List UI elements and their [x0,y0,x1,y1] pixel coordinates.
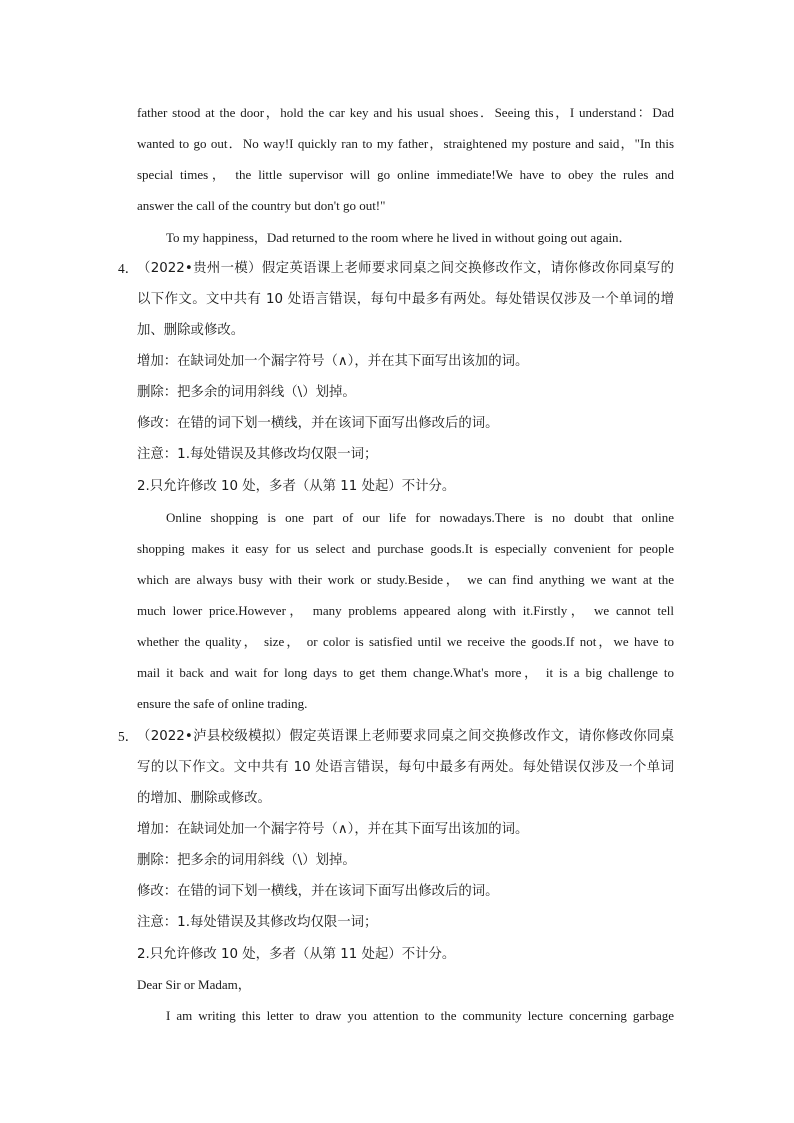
rule-note-2: 2.只允许修改 10 处，多者（从第 11 处起）不计分。 [137,479,456,494]
question-stem-line: （2022•贵州一模）假定英语课上老师要求同桌之间交换修改作文，请你修改你同桌写的 [137,261,674,276]
question-stem-line: 写的以下作文。文中共有 10 处语言错误，每句中最多有两处。每处错误仅涉及一个单词 [137,760,674,775]
question-stem-line: （2022•泸县校级模拟）假定英语课上老师要求同桌之间交换修改作文，请你修改你同桌 [137,729,674,744]
passage-a-line: answer the call of the country but don't go out!" [137,198,386,213]
passage-last-line: ensure the safe of online trading. [137,696,308,711]
rule-modify: 修改：在错的词下划一横线，并在该词下面写出修改后的词。 [137,416,499,431]
passage-a-line: wanted to go out．No way!I quickly ran to my father，straightened my posture and said，"In this [137,136,674,151]
question-number: 5． [118,729,139,744]
question-number: 4． [118,261,139,276]
passage-line: I am writing this letter to draw you attention to the community lecture concerning garbage [166,1008,674,1023]
passage-line: whether the quality， size， or color is satisfied until we receive the goods.If not，we have to [137,634,674,649]
passage-line: Online shopping is one part of our life for nowadays.There is no doubt that online [166,510,674,525]
rule-note-1: 注意：1.每处错误及其修改均仅限一词； [137,915,378,930]
rule-add: 增加：在缺词处加一个漏字符号（∧），并在其下面写出该加的词。 [137,354,529,369]
rule-delete: 删除：把多余的词用斜线（\）划掉。 [137,853,356,868]
passage-line: shopping makes it easy for us select and purchase goods.It is especially convenient for people [137,541,674,556]
question-stem-line: 加、删除或修改。 [137,323,245,338]
passage-a-line: special times， the little supervisor will go online immediate!We have to obey the rules and [137,167,674,182]
rule-note-1: 注意：1.每处错误及其修改均仅限一词； [137,447,378,462]
rule-add: 增加：在缺词处加一个漏字符号（∧），并在其下面写出该加的词。 [137,822,529,837]
question-stem-line: 的增加、删除或修改。 [137,791,271,806]
rule-delete: 删除：把多余的词用斜线（\）划掉。 [137,385,356,400]
passage-line: which are always busy with their work or study.Beside， we can find anything we want at the [137,572,674,587]
rule-note-2: 2.只允许修改 10 处，多者（从第 11 处起）不计分。 [137,947,456,962]
passage-a-last-line: To my happiness，Dad returned to the room where he lived in without going out again． [166,230,632,245]
rule-modify: 修改：在错的词下划一横线，并在该词下面写出修改后的词。 [137,884,499,899]
letter-salutation: Dear Sir or Madam， [137,977,251,992]
passage-line: mail it back and wait for long days to get them change.What's more， it is a big challenge to [137,665,674,680]
passage-line: much lower price.However， many problems appeared along with it.Firstly， we cannot tell [137,603,674,618]
question-stem-line: 以下作文。文中共有 10 处语言错误，每句中最多有两处。每处错误仅涉及一个单词的增 [137,292,674,307]
passage-a-line: father stood at the door，hold the car key and his usual shoes．Seeing this，I understand：Dad [137,105,674,120]
